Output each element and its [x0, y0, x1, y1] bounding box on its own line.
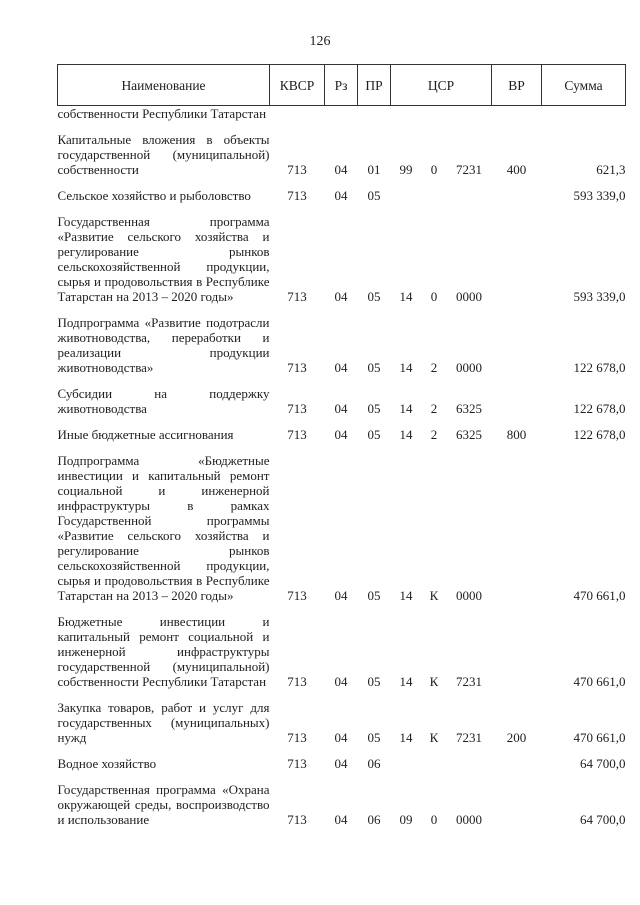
row-gap	[58, 442, 626, 453]
cell-csr-direction: 0000	[456, 588, 483, 603]
table-row	[58, 315, 626, 375]
cell-sum: 122 678,0	[573, 401, 626, 416]
cell-pr: 06	[367, 756, 381, 771]
cell-csr-direction	[447, 756, 492, 771]
table-row	[58, 782, 626, 827]
cell-rz: 04	[334, 427, 348, 442]
header-sum: Сумма	[542, 65, 626, 106]
cell-csr-direction: 0000	[456, 289, 483, 304]
cell-csr-program	[391, 756, 422, 771]
cell-sum: 621,3	[596, 162, 626, 177]
cell-csr-subprogram	[422, 756, 447, 771]
cell-vr	[492, 214, 542, 304]
row-gap	[58, 416, 626, 427]
cell-rz: 04	[334, 360, 348, 375]
cell-pr: 06	[367, 812, 381, 827]
cell-sum: 64 700,0	[580, 812, 626, 827]
cell-pr: 05	[367, 401, 381, 416]
cell-kvsr: 713	[287, 401, 307, 416]
cell-kvsr: 713	[287, 360, 307, 375]
cell-pr: 05	[367, 674, 381, 689]
cell-kvsr: 713	[287, 812, 307, 827]
header-csr: ЦСР	[391, 65, 492, 106]
cell-name: Подпрограмма «Бюджетные инвестиции и капитальный ремонт социальной и инженерной инфраструктуры в рамках Государственной программы «Развитие сельского хозяйства и регулирование рынков сельскохозяйственной продукции, сырья и продовольствия в Республике Татарстан на 2013 – 2020 годы»	[57, 453, 270, 603]
cell-name: Бюджетные инвестиции и капитальный ремонт социальной и инженерной инфраструктуры государственной (муниципальной) собственности Республики Татарстан	[57, 614, 270, 689]
cell-rz: 04	[334, 289, 348, 304]
table-row	[58, 214, 626, 304]
cell-sum: 593 339,0	[573, 289, 626, 304]
cell-csr-program: 14	[399, 588, 413, 603]
cell-pr: 05	[367, 289, 381, 304]
table-row	[58, 756, 626, 771]
cell-csr-direction	[447, 188, 492, 203]
cell-name: Подпрограмма «Развитие подотрасли животноводства, переработки и реализации продукции животноводства»	[57, 315, 270, 375]
header-kvsr: КВСР	[270, 65, 325, 106]
cell-csr-program: 14	[399, 401, 413, 416]
cell-name: Водное хозяйство	[57, 756, 157, 771]
cell-csr-direction: 0000	[456, 360, 483, 375]
cell-pr: 05	[367, 427, 381, 442]
cell-csr-program: 99	[399, 162, 413, 177]
cell-csr-subprogram: 0	[430, 812, 438, 827]
cell-rz: 04	[334, 401, 348, 416]
cell-sum: 470 661,0	[573, 730, 626, 745]
header-rz: Рз	[325, 65, 358, 106]
cell-vr	[492, 453, 542, 603]
cell-csr-subprogram: 0	[430, 289, 438, 304]
cell-kvsr: 713	[287, 162, 307, 177]
cell-csr-direction: 7231	[456, 730, 483, 745]
cell-kvsr: 713	[287, 756, 307, 771]
cell-rz	[325, 106, 358, 122]
cell-name: Государственная программа «Охрана окружающей среды, воспроизводство и использование	[57, 782, 270, 827]
row-gap	[58, 177, 626, 188]
cell-csr-direction: 7231	[456, 162, 483, 177]
cell-csr-program: 14	[399, 360, 413, 375]
cell-kvsr: 713	[287, 289, 307, 304]
cell-pr	[358, 106, 391, 122]
cell-csr-direction: 7231	[456, 674, 483, 689]
cell-vr: 200	[506, 730, 527, 745]
cell-kvsr: 713	[287, 188, 307, 203]
cell-name: собственности Республики Татарстан	[57, 106, 267, 121]
cell-csr-program: 09	[399, 812, 413, 827]
cell-vr: 800	[506, 427, 527, 442]
row-gap	[58, 771, 626, 782]
cell-csr-subprogram: К	[429, 730, 439, 745]
cell-vr	[492, 106, 542, 122]
cell-csr-direction: 6325	[456, 427, 483, 442]
table-row	[58, 106, 626, 122]
table-row	[58, 700, 626, 745]
cell-name: Капитальные вложения в объекты государственной (муниципальной) собственности	[57, 132, 270, 177]
cell-rz: 04	[334, 812, 348, 827]
cell-name: Государственная программа «Развитие сельского хозяйства и регулирование рынков сельскохозяйственной продукции, сырья и продовольствия в Республике Татарстан на 2013 – 2020 годы»	[57, 214, 270, 304]
budget-table	[57, 64, 626, 827]
cell-sum: 64 700,0	[580, 756, 626, 771]
cell-pr: 05	[367, 588, 381, 603]
cell-csr-direction	[447, 106, 492, 122]
cell-csr-subprogram: К	[429, 674, 439, 689]
cell-csr-subprogram: 2	[430, 360, 438, 375]
header-pr: ПР	[358, 65, 391, 106]
cell-kvsr: 713	[287, 730, 307, 745]
cell-sum: 593 339,0	[573, 188, 626, 203]
cell-csr-subprogram: 0	[430, 162, 438, 177]
cell-pr: 05	[367, 188, 381, 203]
cell-pr: 01	[367, 162, 381, 177]
cell-sum: 122 678,0	[573, 427, 626, 442]
row-gap	[58, 203, 626, 214]
cell-rz: 04	[334, 188, 348, 203]
table-header-row	[58, 65, 626, 106]
cell-vr	[492, 782, 542, 827]
cell-vr: 400	[506, 162, 527, 177]
cell-kvsr: 713	[287, 427, 307, 442]
cell-rz: 04	[334, 756, 348, 771]
header-name: Наименование	[58, 65, 270, 106]
cell-rz: 04	[334, 730, 348, 745]
cell-rz: 04	[334, 674, 348, 689]
cell-sum: 470 661,0	[573, 588, 626, 603]
cell-vr	[492, 315, 542, 375]
table-row	[58, 614, 626, 689]
cell-rz: 04	[334, 162, 348, 177]
cell-name: Закупка товаров, работ и услуг для государственных (муниципальных) нужд	[57, 700, 270, 745]
cell-vr	[492, 386, 542, 416]
cell-csr-subprogram	[422, 188, 447, 203]
cell-name: Сельское хозяйство и рыболовство	[57, 188, 251, 203]
table-row	[58, 427, 626, 442]
row-gap	[58, 603, 626, 614]
cell-csr-direction: 0000	[456, 812, 483, 827]
cell-vr	[492, 756, 542, 771]
cell-sum: 122 678,0	[573, 360, 626, 375]
row-gap	[58, 121, 626, 132]
cell-sum	[542, 106, 626, 122]
table-row	[58, 453, 626, 603]
cell-vr	[492, 614, 542, 689]
cell-csr-program	[391, 188, 422, 203]
table-row	[58, 132, 626, 177]
cell-csr-program: 14	[399, 674, 413, 689]
cell-csr-subprogram	[422, 106, 447, 122]
row-gap	[58, 375, 626, 386]
row-gap	[58, 304, 626, 315]
cell-pr: 05	[367, 730, 381, 745]
cell-csr-program: 14	[399, 730, 413, 745]
cell-csr-subprogram: 2	[430, 401, 438, 416]
cell-csr-direction: 6325	[456, 401, 483, 416]
cell-csr-program	[391, 106, 422, 122]
cell-kvsr	[270, 106, 325, 122]
table-row	[58, 386, 626, 416]
row-gap	[58, 689, 626, 700]
cell-name: Иные бюджетные ассигнования	[57, 427, 234, 442]
row-gap	[58, 745, 626, 756]
cell-csr-subprogram: К	[429, 588, 439, 603]
cell-kvsr: 713	[287, 588, 307, 603]
cell-csr-subprogram: 2	[430, 427, 438, 442]
table-row	[58, 188, 626, 203]
cell-csr-program: 14	[399, 289, 413, 304]
cell-kvsr: 713	[287, 674, 307, 689]
cell-vr	[492, 188, 542, 203]
page-number: 126	[309, 34, 331, 49]
cell-pr: 05	[367, 360, 381, 375]
cell-rz: 04	[334, 588, 348, 603]
cell-csr-program: 14	[399, 427, 413, 442]
header-vr: ВР	[492, 65, 542, 106]
cell-name: Субсидии на поддержку животноводства	[57, 386, 270, 416]
cell-sum: 470 661,0	[573, 674, 626, 689]
